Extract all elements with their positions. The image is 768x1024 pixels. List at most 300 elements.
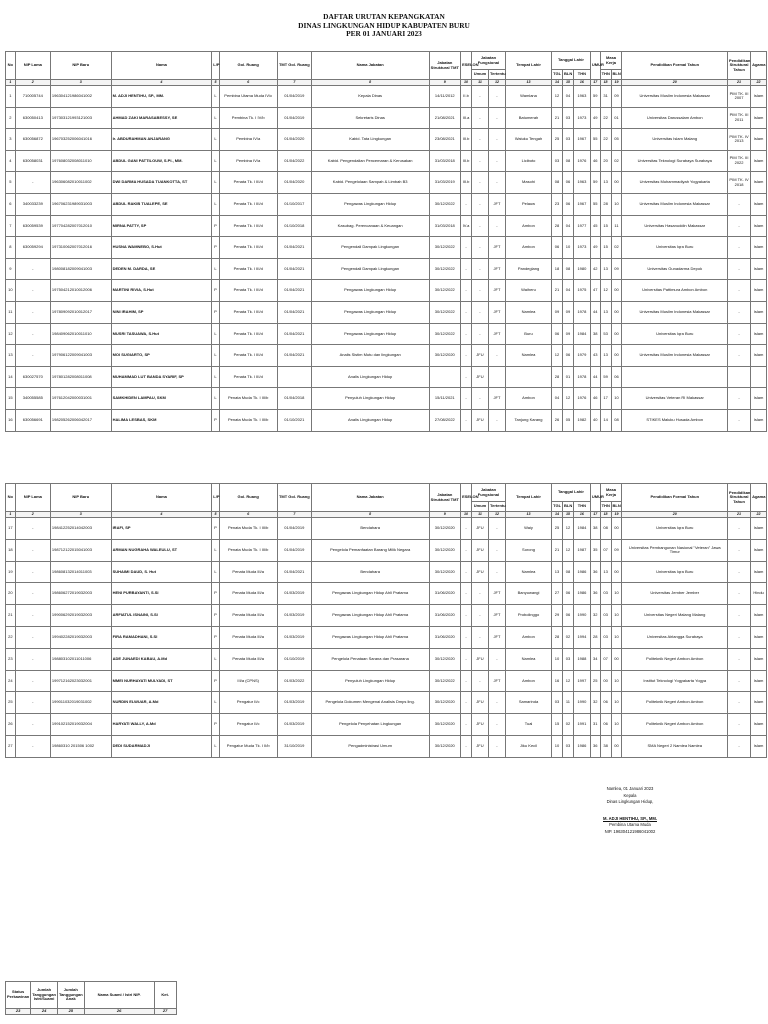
cell-nip-lama: - — [15, 583, 50, 605]
cell-eselon: - — [461, 409, 472, 431]
cell-diklat: - — [728, 692, 751, 714]
cell-tgl: 12 — [552, 345, 563, 367]
cell-nama: M. ADJI HENTIHU, SP., MM. — [111, 86, 212, 108]
cell-tertentu: - — [488, 714, 505, 736]
cell-jabatan: Kabid. Pengelolaan Sampah & Limbah B3 — [311, 172, 429, 194]
cell-nip-lama: - — [15, 561, 50, 583]
cell-nama: DEDEN M. DARDA, SE — [111, 258, 212, 280]
cell-tertentu: JFT — [488, 258, 505, 280]
column-index: 22 — [751, 80, 767, 86]
cell-pendidikan: Universitas Iqra Buru — [622, 518, 728, 540]
cell-tgl: 26 — [552, 409, 563, 431]
cell-gol: Pengatur II/c — [219, 692, 277, 714]
cell-eselon: - — [461, 648, 472, 670]
cell-no: 25 — [6, 692, 16, 714]
cell-agama: Islam — [751, 388, 767, 410]
title-line-1: DAFTAR URUTAN KEPANGKATAN — [323, 12, 445, 21]
cell-lp: P — [212, 237, 219, 259]
cell-nip-baru: 197704282007012010 — [50, 215, 111, 237]
cell-tertentu: - — [488, 86, 505, 108]
table-row — [6, 107, 767, 129]
cell-tertentu: - — [488, 735, 505, 757]
cell-nip-lama: - — [15, 172, 50, 194]
cell-nama: SUHAIMI DAUD, S. Hut — [111, 561, 212, 583]
cell-pendidikan: Universitas Pembangunan Nasional "Veteran" Jawa Timur — [622, 539, 728, 561]
cell-tgl: 10 — [552, 648, 563, 670]
cell-mthn: 03 — [600, 605, 611, 627]
cell-pendidikan: Universitas Iqra Buru — [622, 323, 728, 345]
cell-eselon: - — [461, 583, 472, 605]
cell-mthn: 38 — [600, 735, 611, 757]
cell-tmt: 01/03/2019 — [277, 626, 311, 648]
cell-thn: 1984 — [573, 323, 590, 345]
cell-nama: DEDI SUDARMADJI — [111, 735, 212, 757]
header-tempat-lahir: Tempat Lahir — [505, 52, 551, 80]
cell-pendidikan: Universitas Muhammadiyah Yogyakarta — [622, 172, 728, 194]
cell-tertentu: - — [488, 129, 505, 151]
cell-tgl: 09 — [552, 301, 563, 323]
cell-bln: 12 — [562, 670, 573, 692]
cell-tgl: 27 — [552, 583, 563, 605]
cell-gol: Penata Tk. I III/d — [219, 345, 277, 367]
cell-jabatan: Analis Lingkungan Hidup — [311, 366, 429, 388]
cell-nip-lama: - — [15, 280, 50, 302]
column-index: 19 — [611, 80, 622, 86]
cell-tgl: 06 — [552, 323, 563, 345]
cell-struktural: 15/11/2021 — [429, 388, 461, 410]
cell-umum: - — [471, 258, 488, 280]
cell-umur: 59 — [590, 172, 600, 194]
cell-gol: Penata Muda III/a — [219, 626, 277, 648]
cell-umur: 46 — [590, 388, 600, 410]
table-row — [6, 366, 767, 388]
column-index: 11 — [471, 80, 488, 86]
cell-jabatan: Pengawas Lingkungan Hidup — [311, 301, 429, 323]
cell-mbln: 01 — [611, 107, 622, 129]
table-row — [6, 692, 767, 714]
cell-umum: - — [471, 388, 488, 410]
cell-mthn: 31 — [600, 86, 611, 108]
cell-eselon: - — [461, 735, 472, 757]
cell-mthn: 13 — [600, 172, 611, 194]
cell-pendidikan: Universitas Islam Malang — [622, 129, 728, 151]
cell-umum: - — [471, 605, 488, 627]
cell-diklat: - — [728, 258, 751, 280]
cell-struktural: 30/12/2020 — [429, 539, 461, 561]
column-index: 1 — [6, 512, 16, 518]
cell-tgl: 04 — [552, 388, 563, 410]
cell-agama: Islam — [751, 86, 767, 108]
cell-jabatan: Pengelola Penyehatan Lingkungan — [311, 714, 429, 736]
cell-struktural: 30/12/2020 — [429, 692, 461, 714]
cell-agama: Islam — [751, 518, 767, 540]
cell-tempat: Pelauw — [505, 193, 551, 215]
cell-jabatan: Kepala Dinas — [311, 86, 429, 108]
cell-struktural: 31/06/2020 — [429, 605, 461, 627]
cell-thn: 1976 — [573, 388, 590, 410]
cell-nip-lama: - — [15, 605, 50, 627]
cell-umum: - — [471, 150, 488, 172]
signature-role-2: Dinas Lingkungan Hidup, — [606, 799, 654, 804]
cell-nama: MUSRI TASUAWA, S.Hut — [111, 323, 212, 345]
table-row — [6, 539, 767, 561]
cell-umum: JFU — [471, 648, 488, 670]
cell-nama: HUSNA WAMNEBO, S.Hut — [111, 237, 212, 259]
cell-umur: 45 — [590, 215, 600, 237]
cell-jabatan: Pengawas Lingkungan Hidup — [311, 323, 429, 345]
cell-gol: Penata Muda Tk. I III/b — [219, 518, 277, 540]
table-row — [6, 648, 767, 670]
cell-mthn: 13 — [600, 258, 611, 280]
cell-gol: Penata Tk. I III/d — [219, 366, 277, 388]
cell-mbln: 00 — [611, 323, 622, 345]
cell-umum: - — [471, 237, 488, 259]
cell-jabatan: Kabid. Pengendalian Pencemaran & Kerusakan — [311, 150, 429, 172]
cell-mbln: 09 — [611, 539, 622, 561]
cell-tempat: Ambon — [505, 237, 551, 259]
cell-lp: P — [212, 605, 219, 627]
cell-umur: 46 — [590, 150, 600, 172]
cell-nip-baru: 197906122009041003 — [50, 345, 111, 367]
cell-no: 8 — [6, 237, 16, 259]
header-fungsional-umum: Umum — [471, 502, 488, 512]
cell-tertentu: - — [488, 648, 505, 670]
column-index: 17 — [590, 80, 600, 86]
cell-nip-lama: - — [15, 258, 50, 280]
column-index: 4 — [111, 512, 212, 518]
cell-pendidikan: Universitas Hasanuddin Makassar — [622, 215, 728, 237]
cell-nip-baru: 198606272019032003 — [50, 583, 111, 605]
cell-pendidikan: Universitas Negeri Malang Malang — [622, 605, 728, 627]
cell-umum: JFU — [471, 561, 488, 583]
cell-umur: 25 — [590, 670, 600, 692]
cell-mbln: 09 — [611, 258, 622, 280]
cell-tempat: Namlea — [505, 561, 551, 583]
cell-gol: Penata Tk. I III/d — [219, 172, 277, 194]
cell-struktural: 30/12/2022 — [429, 193, 461, 215]
cell-tmt: 01/03/2022 — [277, 670, 311, 692]
cell-no: 7 — [6, 215, 16, 237]
cell-tempat: Batumerah — [505, 107, 551, 129]
column-index: 5 — [212, 80, 219, 86]
cell-struktural: 30/12/2020 — [429, 735, 461, 757]
cell-agama: Islam — [751, 735, 767, 757]
cell-tempat: Ambon — [505, 388, 551, 410]
cell-tmt: 01/04/2021 — [277, 280, 311, 302]
cell-no: 5 — [6, 172, 16, 194]
cell-nama: HALIMA LESBAS, SKM — [111, 409, 212, 431]
cell-gol: Penata Tk. I III/d — [219, 323, 277, 345]
staff-table-page-1 — [5, 51, 767, 432]
cell-agama: Islam — [751, 539, 767, 561]
cell-mbln: 05 — [611, 129, 622, 151]
cell-mthn: 13 — [600, 301, 611, 323]
table-row — [6, 258, 767, 280]
cell-jabatan: Kasubag. Perencanaan & Keuangan — [311, 215, 429, 237]
cell-nama: ARFIATUL ISNAINI, S.SI — [111, 605, 212, 627]
cell-struktural: 31/03/2018 — [429, 150, 461, 172]
cell-lp: L — [212, 366, 219, 388]
cell-thn: 1986 — [573, 735, 590, 757]
cell-nama: MUHAMMAD LUT BANDA SYARIF, SP — [111, 366, 212, 388]
cell-tertentu: - — [488, 215, 505, 237]
cell-tertentu: JFT — [488, 301, 505, 323]
cell-lp: L — [212, 107, 219, 129]
cell-pendidikan: Universitas Iqra Buru — [622, 237, 728, 259]
cell-struktural: 21/08/2021 — [429, 107, 461, 129]
header-tmt-gol: TMT Gol. Ruang — [277, 484, 311, 512]
column-index: 9 — [429, 80, 461, 86]
cell-mbln: 11 — [611, 215, 622, 237]
column-index: 14 — [552, 512, 563, 518]
cell-bln: 06 — [562, 605, 573, 627]
status-index: 26 — [84, 1009, 154, 1015]
cell-gol: Penata Muda Tk. I III/b — [219, 539, 277, 561]
cell-mthn: 53 — [600, 323, 611, 345]
cell-umum: JFU — [471, 714, 488, 736]
cell-umur: 49 — [590, 107, 600, 129]
cell-mbln: 00 — [611, 280, 622, 302]
cell-umum: - — [471, 172, 488, 194]
cell-diklat: - — [728, 539, 751, 561]
cell-agama: Islam — [751, 605, 767, 627]
cell-gol: Pengatur Muda Tk. I II/b — [219, 735, 277, 757]
column-index: 6 — [219, 80, 277, 86]
cell-agama: Islam — [751, 409, 767, 431]
cell-tmt: 01/10/2017 — [277, 193, 311, 215]
document-title — [0, 13, 768, 39]
cell-tertentu: - — [488, 345, 505, 367]
cell-thn: 1963 — [573, 86, 590, 108]
cell-pendidikan: Universitas Gunadarma Depok — [622, 258, 728, 280]
cell-umur: 32 — [590, 605, 600, 627]
cell-mthn: 22 — [600, 107, 611, 129]
header-no: No — [6, 484, 16, 512]
title-line-2: DINAS LINGKUNGAN HIDUP KABUPATEN BURU — [298, 20, 470, 30]
cell-eselon: - — [461, 237, 472, 259]
cell-jabatan: Pengawas Lingkungan Hidup Ahli Pratama — [311, 626, 429, 648]
cell-bln: 05 — [562, 409, 573, 431]
cell-no: 20 — [6, 583, 16, 605]
table-row — [6, 237, 767, 259]
header-nip-lama: NIP Lama — [15, 52, 50, 80]
cell-mbln: 10 — [611, 670, 622, 692]
table-row — [6, 193, 767, 215]
column-index: 13 — [505, 512, 551, 518]
cell-mbln: 06 — [611, 366, 622, 388]
cell-no: 24 — [6, 670, 16, 692]
cell-mbln: 10 — [611, 388, 622, 410]
cell-bln: 06 — [562, 193, 573, 215]
cell-eselon: - — [461, 301, 472, 323]
table-row — [6, 215, 767, 237]
column-index: 13 — [505, 80, 551, 86]
header-masa-bln: BLN — [611, 502, 622, 512]
cell-mbln: 10 — [611, 583, 622, 605]
table-row — [6, 301, 767, 323]
cell-mthn: 22 — [600, 129, 611, 151]
cell-umur: 35 — [590, 539, 600, 561]
cell-mthn: 06 — [600, 692, 611, 714]
cell-nip-lama: 630059294 — [15, 237, 50, 259]
cell-agama: Islam — [751, 692, 767, 714]
cell-tmt: 01/04/2021 — [277, 237, 311, 259]
cell-umum: - — [471, 280, 488, 302]
header-lp: L/P — [212, 52, 219, 80]
cell-nama: NURDIN ELWUAR, A.Md — [111, 692, 212, 714]
cell-mbln: 00 — [611, 345, 622, 367]
cell-thn: 1997 — [573, 670, 590, 692]
cell-tempat: Sorong — [505, 539, 551, 561]
cell-thn: 1977 — [573, 215, 590, 237]
cell-tmt: 01/04/2020 — [277, 129, 311, 151]
cell-tempat: Namlea — [505, 345, 551, 367]
cell-nip-lama: 630056872 — [15, 129, 50, 151]
cell-tempat: Waiheru — [505, 280, 551, 302]
cell-nip-baru: 198412252014042003 — [50, 518, 111, 540]
cell-mthn: 14 — [600, 409, 611, 431]
cell-tertentu: - — [488, 409, 505, 431]
cell-diklat: - — [728, 388, 751, 410]
cell-mthn: 28 — [600, 193, 611, 215]
cell-gol: Pembina Tk. I IV/b — [219, 107, 277, 129]
cell-agama — [751, 366, 767, 388]
cell-nip-baru: 197303121993121003 — [50, 107, 111, 129]
table-row — [6, 345, 767, 367]
header-no: No — [6, 52, 16, 80]
cell-tmt: 01/04/2021 — [277, 301, 311, 323]
cell-tertentu: JFT — [488, 193, 505, 215]
cell-bln: 03 — [562, 735, 573, 757]
cell-eselon: - — [461, 258, 472, 280]
cell-jabatan: Pengawas Lingkungan Hidup — [311, 193, 429, 215]
cell-eselon: - — [461, 561, 472, 583]
cell-bln: 12 — [562, 388, 573, 410]
cell-no: 10 — [6, 280, 16, 302]
cell-tgl: 16 — [552, 670, 563, 692]
cell-nip-baru: 196703252006041016 — [50, 129, 111, 151]
cell-no: 23 — [6, 648, 16, 670]
cell-tmt: 01/04/2018 — [277, 388, 311, 410]
cell-tgl: 03 — [552, 692, 563, 714]
cell-eselon: - — [461, 345, 472, 367]
cell-thn: 1984 — [573, 518, 590, 540]
cell-diklat: PIM TK. IV 2018 — [728, 172, 751, 194]
cell-nip-baru: 197612042000031001 — [50, 388, 111, 410]
cell-eselon: III.a — [461, 107, 472, 129]
cell-pendidikan: Institut Teknologi Yogyakarta Yogya — [622, 670, 728, 692]
cell-nama: NINI IRAHIM, SP — [111, 301, 212, 323]
cell-no: 3 — [6, 129, 16, 151]
cell-mbln: 00 — [611, 648, 622, 670]
cell-tempat: Samarinda — [505, 692, 551, 714]
cell-umur: 55 — [590, 193, 600, 215]
cell-gol: III/a (CPNS) — [219, 670, 277, 692]
cell-umur: 42 — [590, 258, 600, 280]
cell-mbln: 00 — [611, 561, 622, 583]
header-masa-kerja: Masa Kerja — [600, 484, 622, 502]
cell-umum: JFU — [471, 409, 488, 431]
cell-thn: 1967 — [573, 129, 590, 151]
cell-tempat: Tanjung Karang — [505, 409, 551, 431]
cell-nip-baru: 199402282019032003 — [50, 626, 111, 648]
column-index: 15 — [562, 80, 573, 86]
cell-eselon: - — [461, 518, 472, 540]
cell-no: 18 — [6, 539, 16, 561]
cell-jabatan: Pengadministrasi Umum — [311, 735, 429, 757]
cell-lp: L — [212, 735, 219, 757]
cell-tertentu: JFT — [488, 670, 505, 692]
cell-jabatan: Analis Sistim Mutu dan lingkungan — [311, 345, 429, 367]
cell-tmt: 01/10/2018 — [277, 215, 311, 237]
cell-mbln: 10 — [611, 193, 622, 215]
cell-mbln: 09 — [611, 86, 622, 108]
cell-bln: 01 — [562, 366, 573, 388]
cell-mthn: 06 — [600, 714, 611, 736]
cell-diklat: - — [728, 605, 751, 627]
cell-lp: L — [212, 86, 219, 108]
cell-bln: 06 — [562, 345, 573, 367]
cell-umum: - — [471, 193, 488, 215]
table-row — [6, 735, 767, 757]
staff-table-page-2 — [5, 483, 767, 758]
cell-diklat: - — [728, 561, 751, 583]
cell-tgl: 21 — [552, 280, 563, 302]
cell-jabatan: Analis Lingkungan Hidup — [311, 409, 429, 431]
cell-tmt: 01/04/2019 — [277, 518, 311, 540]
cell-tempat: Banyuwangi — [505, 583, 551, 605]
cell-nip-baru: 196304121986041002 — [50, 86, 111, 108]
cell-diklat: - — [728, 735, 751, 757]
cell-diklat: - — [728, 626, 751, 648]
cell-nip-lama: 710005744 — [15, 86, 50, 108]
table-row — [6, 626, 767, 648]
cell-agama: Islam — [751, 561, 767, 583]
cell-thn: 1978 — [573, 366, 590, 388]
cell-jabatan: Kabid. Tata Lingkungan — [311, 129, 429, 151]
cell-eselon: - — [461, 323, 472, 345]
cell-struktural: 31/03/2018 — [429, 215, 461, 237]
cell-struktural: 30/12/2022 — [429, 323, 461, 345]
header-jabatan-fungsional: Jabatan Fungsional — [471, 484, 505, 502]
cell-umur: 36 — [590, 735, 600, 757]
cell-lp: P — [212, 670, 219, 692]
cell-tmt: 01/04/2021 — [277, 345, 311, 367]
cell-gol: Pembina IV/a — [219, 150, 277, 172]
cell-tgl: 18 — [552, 258, 563, 280]
cell-no: 4 — [6, 150, 16, 172]
cell-tertentu — [488, 366, 505, 388]
cell-nip-baru: 198608132014011003 — [50, 561, 111, 583]
cell-agama: Islam — [751, 150, 767, 172]
cell-lp: L — [212, 172, 219, 194]
cell-lp: P — [212, 280, 219, 302]
cell-eselon: III.b — [461, 129, 472, 151]
cell-lp: L — [212, 150, 219, 172]
cell-bln: 12 — [562, 518, 573, 540]
cell-umur: 40 — [590, 409, 600, 431]
signature-rank: Pembina Utama Muda — [609, 822, 651, 827]
cell-nip-lama: 630056691 — [15, 409, 50, 431]
cell-no: 2 — [6, 107, 16, 129]
cell-pendidikan: Politeknik Negeri Ambon Ambon — [622, 692, 728, 714]
cell-thn: 1987 — [573, 539, 590, 561]
cell-nama: SAMKHIDEN LAMPAU, SKM — [111, 388, 212, 410]
cell-gol: Penata Tk. I III/d — [219, 301, 277, 323]
header-thn: THN — [573, 70, 590, 80]
signature-role-1: Kepala — [623, 792, 637, 798]
column-index: 3 — [50, 512, 111, 518]
